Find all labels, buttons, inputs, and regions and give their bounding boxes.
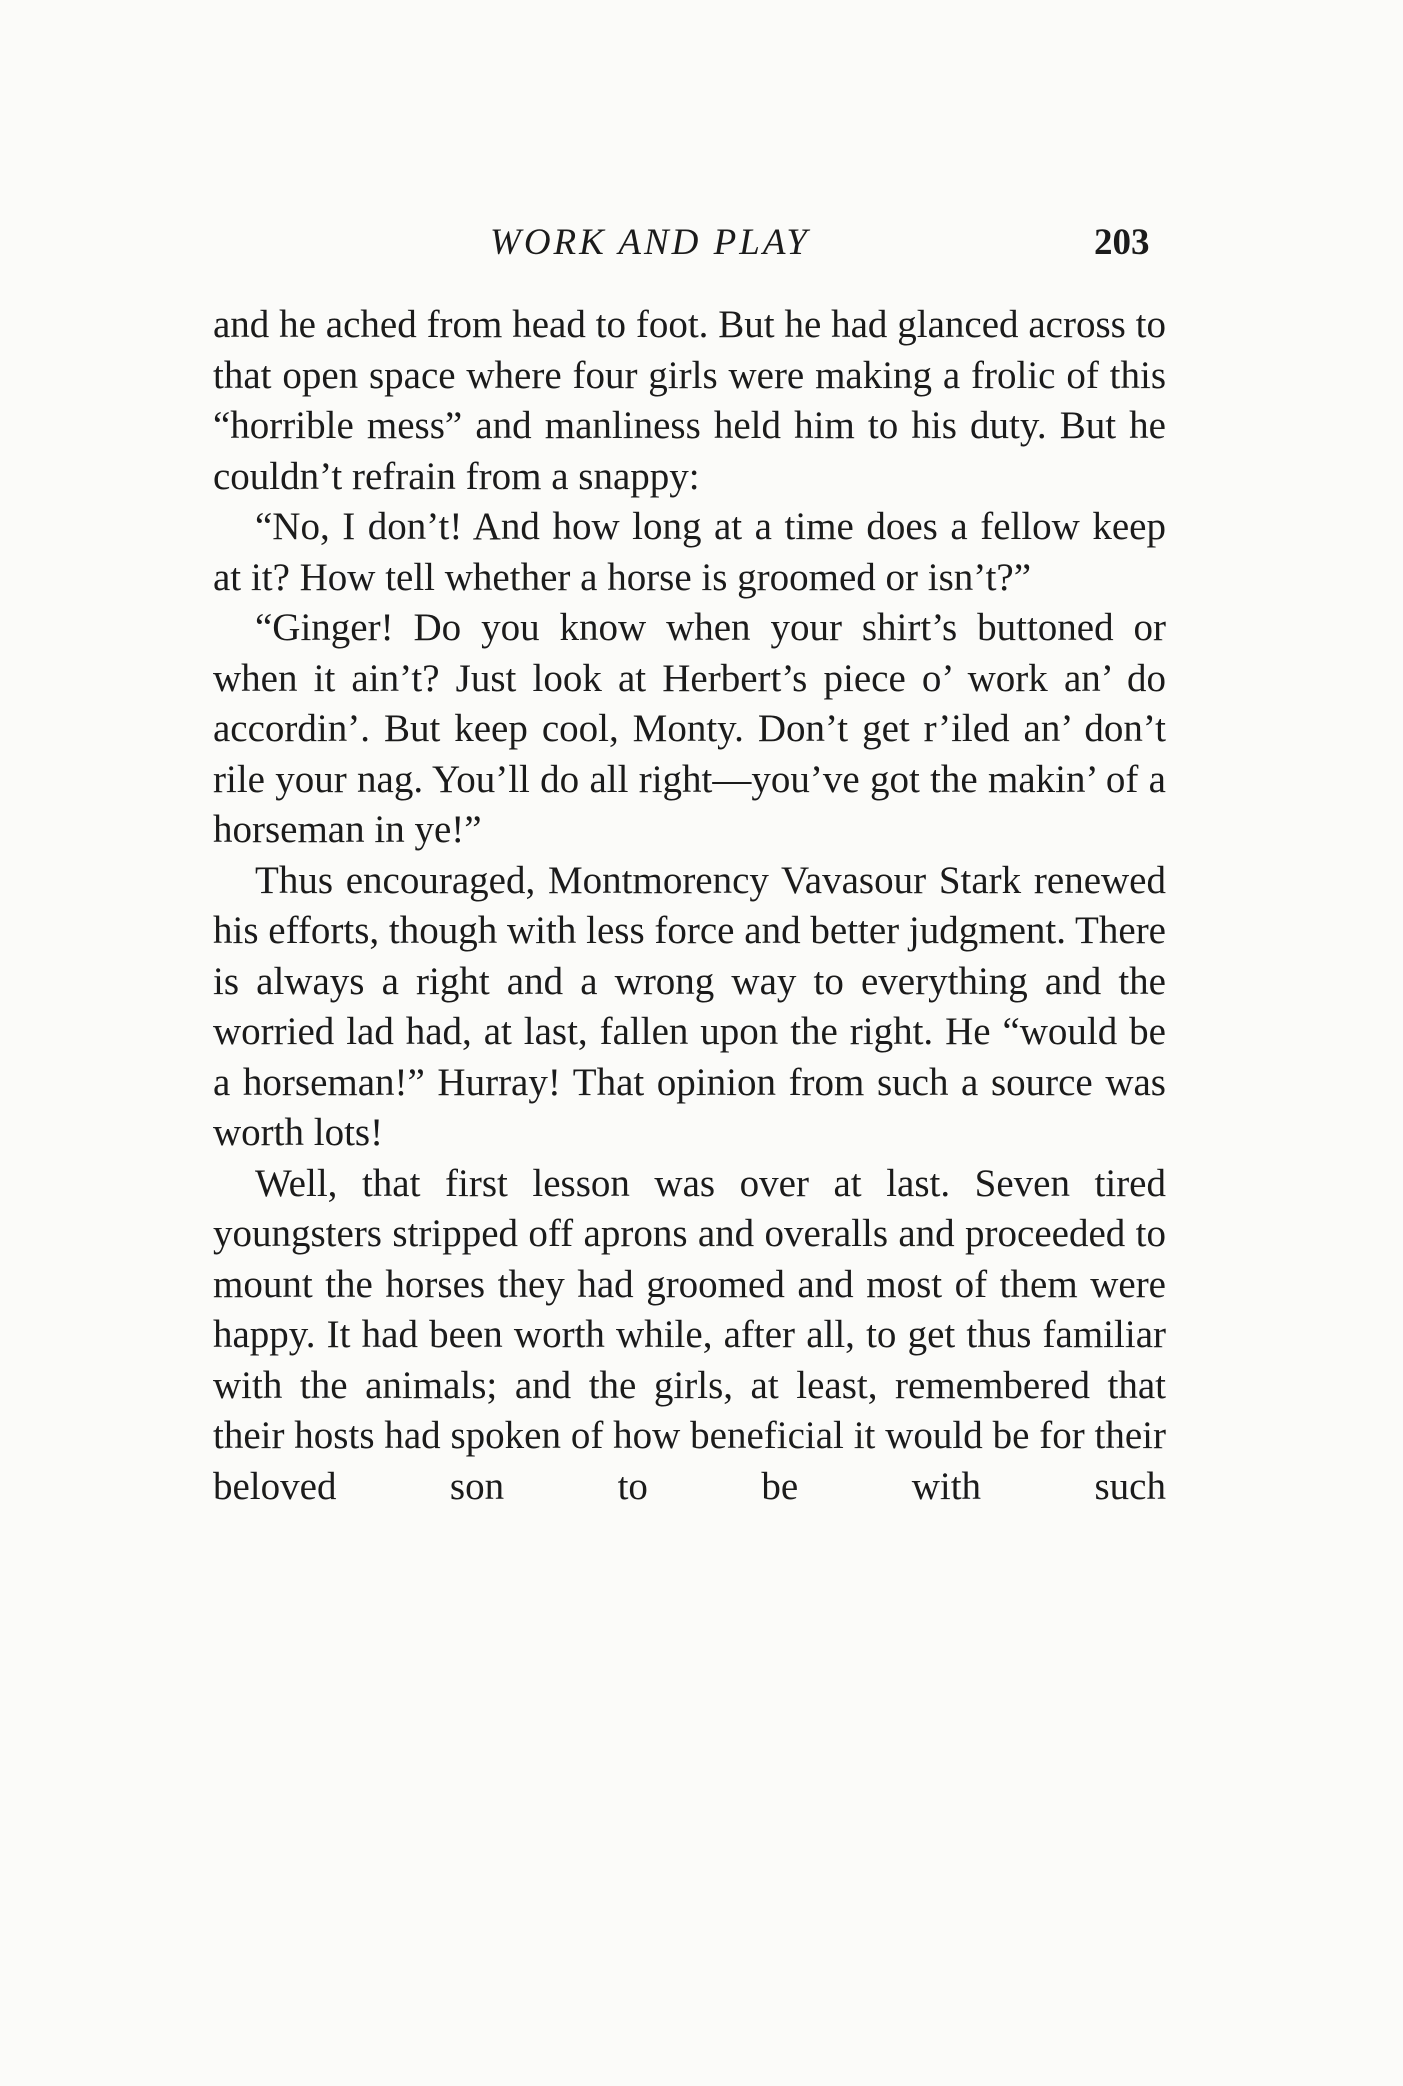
paragraph-first-lesson: Well, that first lesson was over at last. Seven tired youngsters stripped off aprons and overalls and proceeded to mount the horses they had groomed and most of them were happy. It had been worth while, after all, to get thus familiar with the animals; and the girls, at least, remembered that their hosts had spoken of how beneficial it would be for their beloved son to be with such <box>213 1161 1166 1508</box>
body-text <box>213 300 1166 1512</box>
paragraph-dialogue-ginger: “Ginger! Do you know when your shirt’s buttoned or when it ain’t? Just look at Herbert’s piece o’ work an’ do accordin’. But keep cool, Monty. Don’t get r’iled an’ don’t rile your nag. You’ll do all right—you’ve got the makin’ of a horseman in ye!” <box>213 606 1166 851</box>
running-title: WORK AND PLAY <box>490 222 810 263</box>
paragraph-dialogue-monty: “No, I don’t! And how long at a time does a fellow keep at it? How tell whether a horse is groomed or isn’t?” <box>213 505 1166 599</box>
page-number: 203 <box>1094 222 1150 263</box>
paragraph-continuation: and he ached from head to foot. But he had glanced across to that open space where four girls were making a frolic of this “horrible mess” and manliness held him to his duty. But he couldn’t refrain from a snappy: <box>213 303 1166 498</box>
running-head <box>0 218 1403 278</box>
paragraph-encouraged: Thus encouraged, Montmorency Vavasour Stark renewed his efforts, though with less force and better judgment. There is always a right and a wrong way to everything and the worried lad had, at last, fallen upon the right. He “would be a horseman!” Hurray! That opinion from such a source was worth lots! <box>213 858 1166 1154</box>
